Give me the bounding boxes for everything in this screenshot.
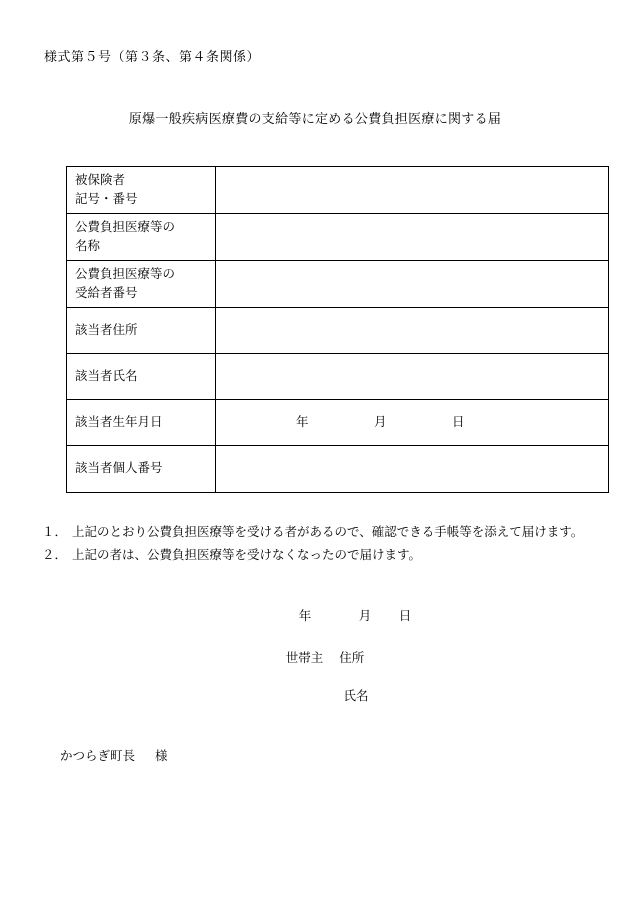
- row-value-person-birthdate[interactable]: [216, 400, 609, 446]
- table-row: [67, 308, 609, 354]
- label-line: 記号・番号: [75, 192, 138, 206]
- note-number: １．: [42, 525, 68, 539]
- label-line: 受給者番号: [75, 286, 138, 300]
- row-value-recipient-number[interactable]: [216, 261, 609, 308]
- label-line: 該当者個人番号: [75, 461, 163, 476]
- signature-date-line: [0, 606, 630, 624]
- householder-label: 世帯主: [285, 651, 324, 665]
- row-value-medical-program-name[interactable]: [216, 214, 609, 261]
- signature-day-label: 日: [398, 609, 412, 623]
- note-item: [42, 544, 583, 567]
- row-label-person-individual-number: [67, 446, 216, 493]
- householder-name-line: [0, 686, 630, 704]
- row-value-person-individual-number[interactable]: [216, 446, 609, 493]
- row-value-person-name[interactable]: [216, 354, 609, 400]
- table-row: [67, 214, 609, 261]
- row-value-insured-symbol-number[interactable]: [216, 167, 609, 214]
- label-line: 公費負担医療等の: [75, 266, 176, 281]
- row-label-person-address: [67, 308, 216, 354]
- table-row: [67, 446, 609, 493]
- label-line: 該当者氏名: [75, 368, 138, 383]
- note-text: 上記のとおり公費負担医療等を受ける者があるので、確認できる手帳等を添えて届けます。: [72, 525, 584, 539]
- table-row: [67, 400, 609, 446]
- signature-month-label: 月: [358, 609, 372, 623]
- label-line: 公費負担医療等の: [75, 219, 176, 234]
- table-row: [67, 167, 609, 214]
- label-line: 該当者生年月日: [75, 414, 163, 429]
- note-number: ２．: [42, 548, 68, 563]
- label-line: 名称: [75, 239, 101, 253]
- householder-address-line: [0, 648, 630, 666]
- row-label-insured-symbol-number: [67, 167, 216, 214]
- note-item: [42, 521, 583, 544]
- label-line: 該当者住所: [75, 322, 138, 337]
- notes-section: [42, 521, 583, 567]
- birthdate-year-label: 年: [296, 414, 309, 429]
- birthdate-day-label: 日: [452, 414, 465, 429]
- label-line: 被保険者: [75, 172, 126, 187]
- addressee-line: [60, 746, 168, 764]
- addressee-name: かつらぎ町長: [60, 749, 136, 763]
- row-value-person-address[interactable]: [216, 308, 609, 354]
- row-label-medical-program-name: [67, 214, 216, 261]
- birthdate-month-label: 月: [374, 414, 387, 429]
- name-label: 氏名: [343, 689, 369, 703]
- row-label-recipient-number: [67, 261, 216, 308]
- addressee-honorific: 様: [155, 749, 168, 763]
- table-row: [67, 354, 609, 400]
- form-code: 様式第５号（第３条、第４条関係）: [44, 49, 261, 64]
- row-label-person-name: [67, 354, 216, 400]
- row-label-person-birthdate: [67, 400, 216, 446]
- page-title: 原爆一般疾病医療費の支給等に定める公費負担医療に関する届: [128, 111, 502, 126]
- applicant-info-table: [66, 166, 609, 493]
- address-label: 住所: [339, 651, 365, 665]
- signature-year-label: 年: [298, 609, 312, 623]
- table-row: [67, 261, 609, 308]
- note-text: 上記の者は、公費負担医療等を受けなくなったので届けます。: [72, 548, 422, 563]
